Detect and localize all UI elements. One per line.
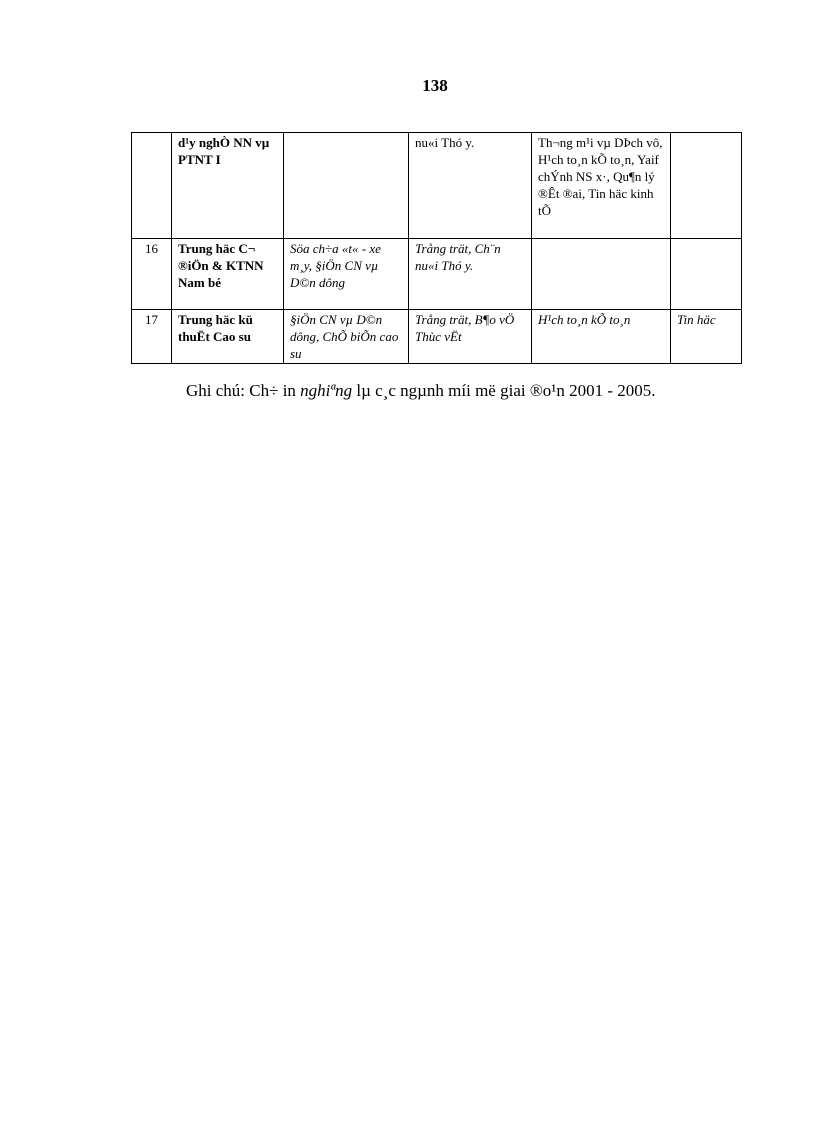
page-number: 138 xyxy=(422,76,448,95)
table-row xyxy=(132,133,742,239)
programs-table xyxy=(131,132,742,364)
agriculture-majors-cell: nu«i Thó y. xyxy=(409,133,532,239)
footnote-prefix: Ghi chú: Ch÷ in xyxy=(186,381,301,400)
row-number-cell xyxy=(132,133,172,239)
industrial-majors-cell: §iÖn CN vµ D©n dông, ChÕ biÕn cao su xyxy=(284,310,409,364)
agriculture-majors-cell: Trång trät, B¶o vÖ Thùc vËt xyxy=(409,310,532,364)
economics-majors-cell: Th¬ng m¹i vµ DÞch vô, H¹ch to¸n kÕ to¸n, Yaif chÝnh NS x·, Qu¶n lý ®Êt ®ai, Tin häc kinh tÕ xyxy=(532,133,671,239)
row-number-cell: 16 xyxy=(132,239,172,310)
other-majors-cell xyxy=(671,133,742,239)
table-row xyxy=(132,310,742,364)
footnote-italic-word: nghiªng xyxy=(300,381,353,400)
table-row xyxy=(132,239,742,310)
footnote xyxy=(186,381,656,401)
other-majors-cell: Tin häc xyxy=(671,310,742,364)
economics-majors-cell xyxy=(532,239,671,310)
agriculture-majors-cell: Trång trät, Ch¨n nu«i Thó y. xyxy=(409,239,532,310)
industrial-majors-cell: Söa ch÷a «t« - xe m¸y, §iÖn CN vµ D©n dông xyxy=(284,239,409,310)
economics-majors-cell: H¹ch to¸n kÕ to¸n xyxy=(532,310,671,364)
industrial-majors-cell xyxy=(284,133,409,239)
footnote-suffix: lµ c¸c ngµnh míi më giai ®o¹n 2001 - 2005. xyxy=(352,381,656,400)
school-name-cell: Trung häc kü thuËt Cao su xyxy=(172,310,284,364)
school-name-cell: Trung häc C¬ ®iÖn & KTNN Nam bé xyxy=(172,239,284,310)
school-name-cell: d¹y nghÒ NN vµ PTNT I xyxy=(172,133,284,239)
other-majors-cell xyxy=(671,239,742,310)
row-number-cell: 17 xyxy=(132,310,172,364)
